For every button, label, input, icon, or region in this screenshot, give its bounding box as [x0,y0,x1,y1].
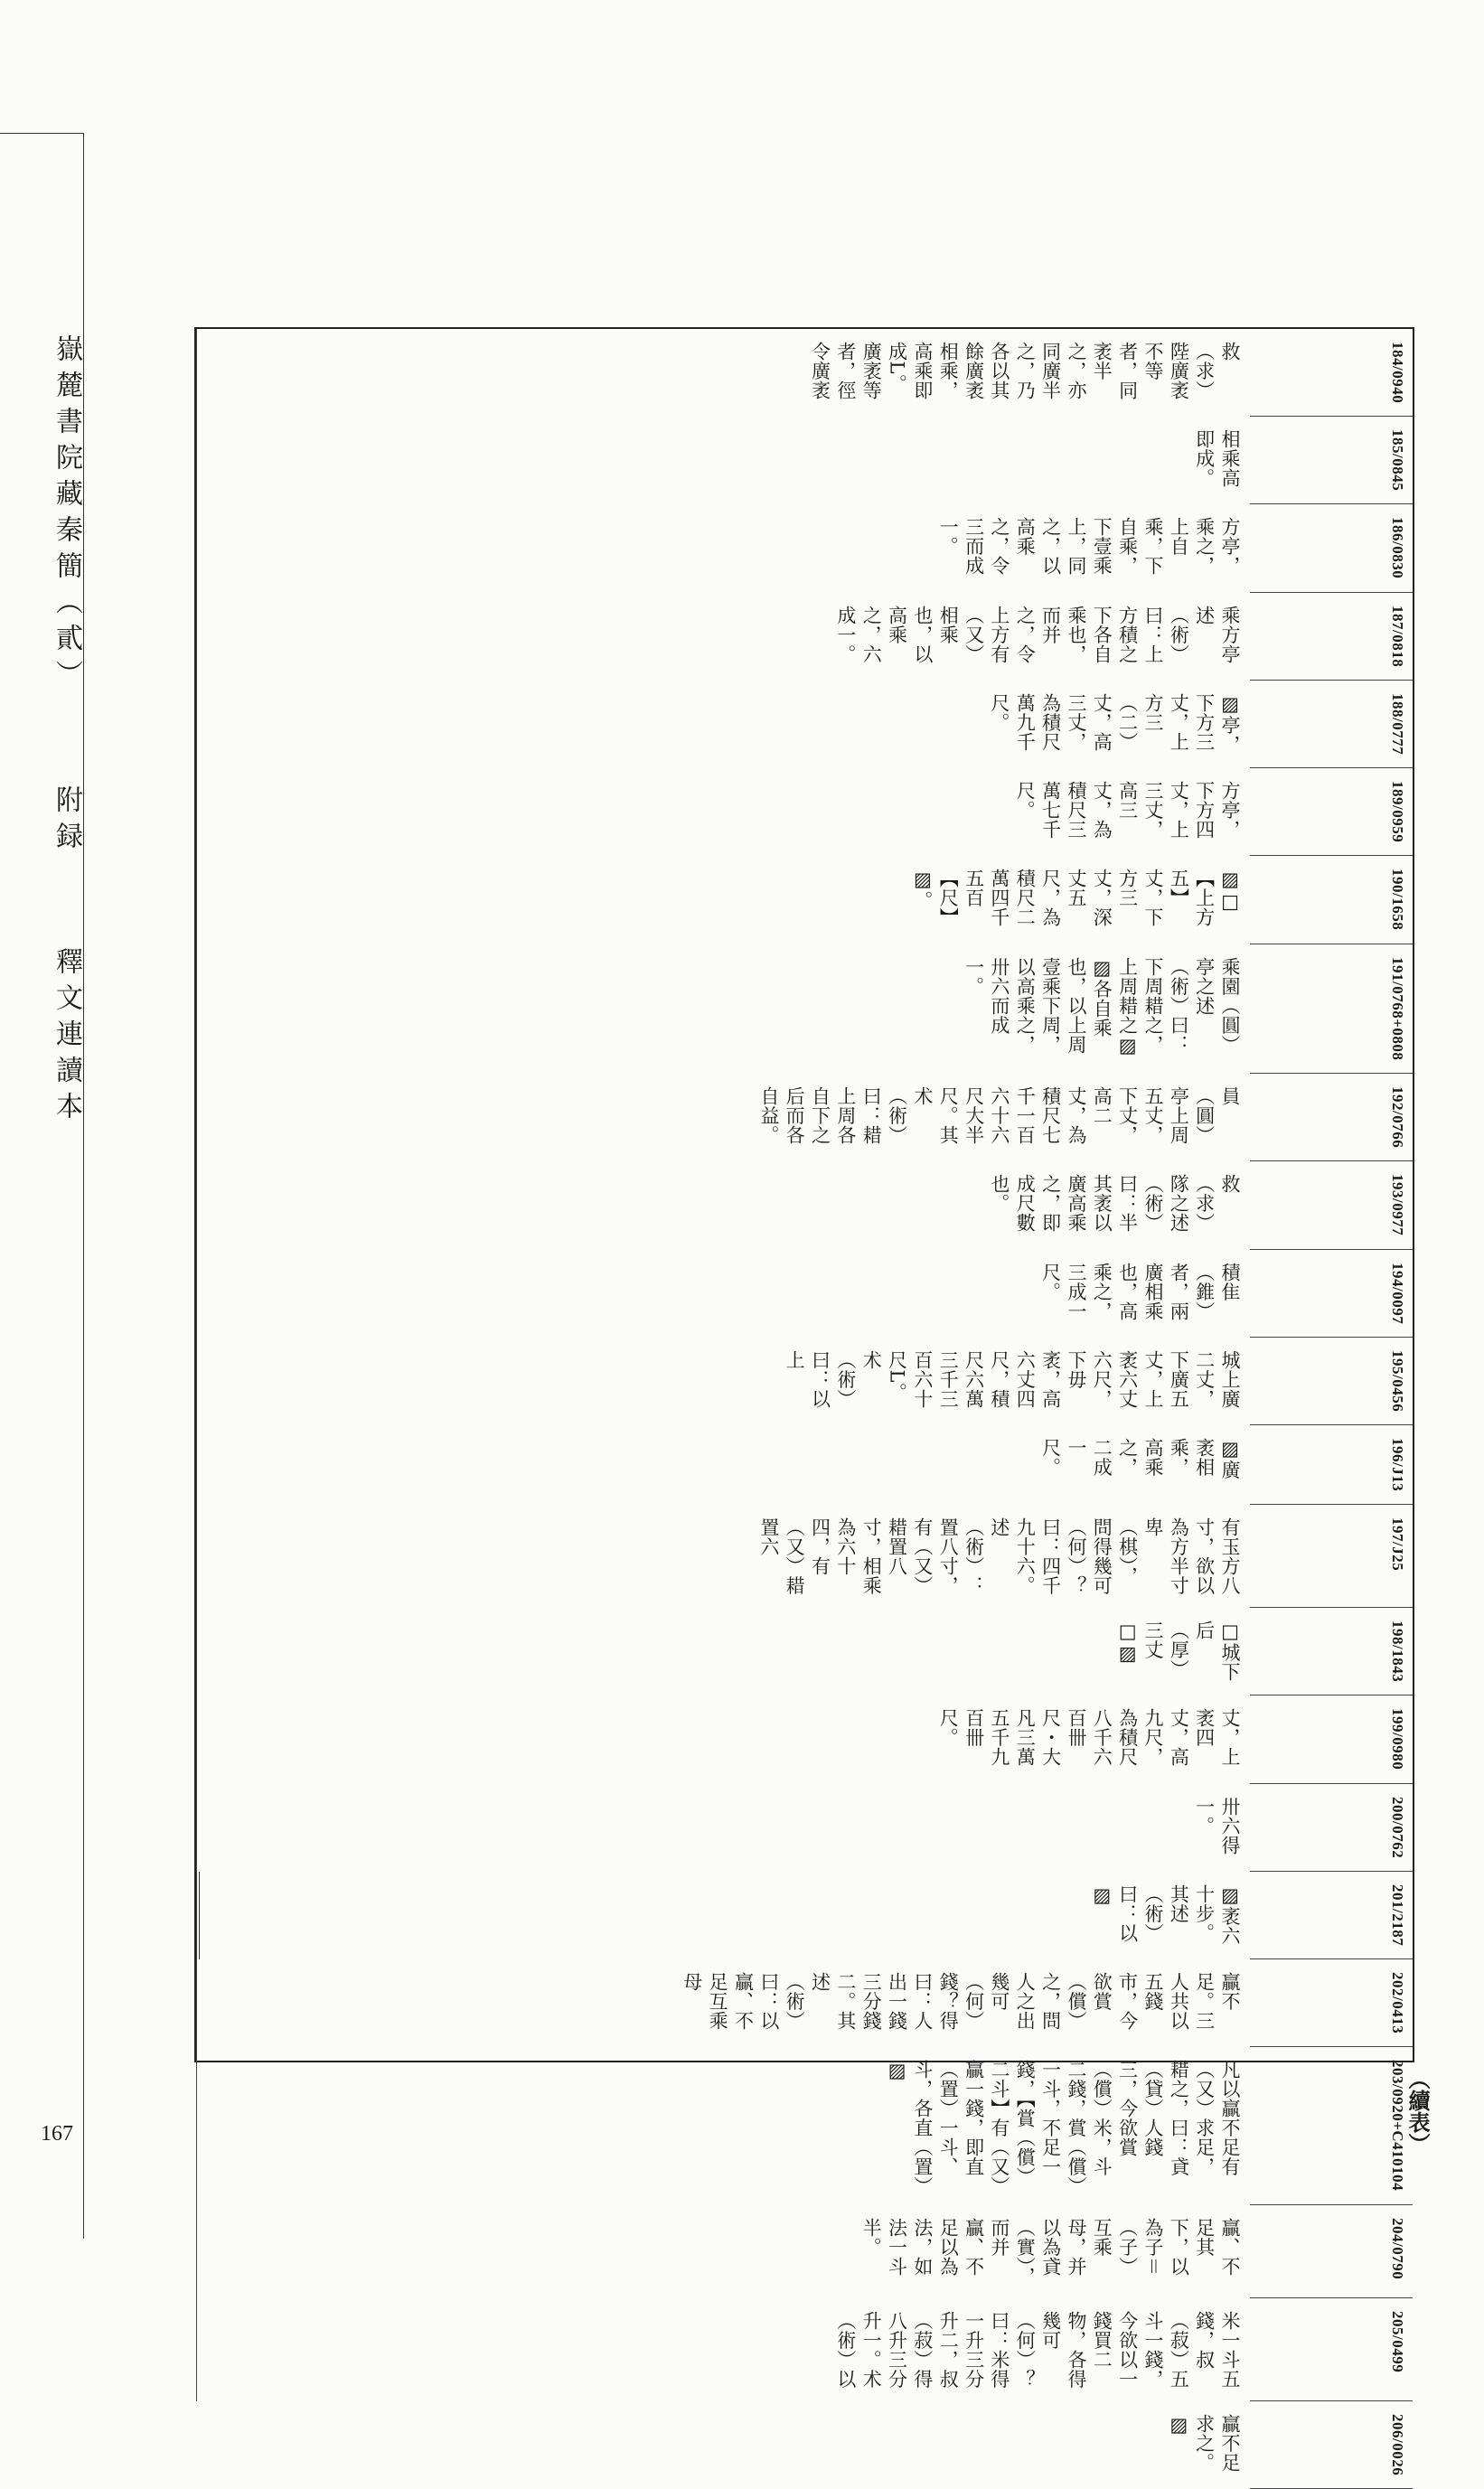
header-rule-horizontal [0,133,83,134]
table-row [196,417,1413,504]
table-row [196,1784,1413,1872]
table-row [196,1959,1413,2047]
slip-text: □城下后（厚）三丈□▨ [1116,1620,1241,1682]
table-row [196,593,1413,681]
slip-text: 米一斗五錢，叔（菽）五斗一錢，今欲以一錢買二物，各得幾可（何）？曰：米得一升三分升二，叔（菽）得八升三分升一。术（術）以 [834,2311,1241,2390]
slip-text: 乘方亭述（術）曰：上方積之下各自乘也，而并之，令上方有（又）相乘也，以高乘之，六成一。 [834,605,1241,664]
transcription-table [194,327,1414,2476]
table-row [196,1338,1413,1425]
table-row [196,944,1413,1074]
table-row [196,2205,1413,2299]
table-row [196,1425,1413,1505]
slip-text: ▨袤六十步。其述（術）曰：以▨ [1091,1883,1241,1946]
running-header [34,334,80,1128]
table-row [196,1161,1413,1249]
transcription-table-body [196,329,1413,2476]
slip-text: ▨□【上方五】丈，下方三丈，深丈五尺，為積尺二萬四千五百【尺】▨。 [911,869,1241,927]
slip-number: 199/0980 [1250,1695,1413,1783]
slip-number: 196/J13 [1250,1425,1413,1505]
table-row [196,2047,1413,2204]
slip-text: 救（求）陛廣袤不等者，同袤半之，亦同廣半之，乃各以其餘廣袤相乘，高乘即成L。廣袤等者，徑令廣袤 [809,342,1241,400]
running-header-title: 嶽麓書院藏秦簡（貳） [51,334,82,696]
page-number: 167 [41,2122,73,2146]
running-header-section: 附録 [51,785,82,859]
slip-number: 198/1843 [1250,1608,1413,1695]
slip-number: 202/0413 [1250,1959,1413,2047]
slip-number: 187/0818 [1250,593,1413,681]
running-header-subtitle: 釋文連讀本 [51,947,82,1129]
table-row [196,329,1413,417]
table-row [196,2401,1413,2489]
table-row [196,856,1413,944]
slip-number: 184/0940 [1250,329,1413,417]
slip-number: 193/0977 [1250,1161,1413,1249]
slip-text: 城上廣二丈，下廣五丈，上袤六丈六尺，下毋袤，高六丈四尺，積尺六萬三千三百六十尺L。术（術）曰：以上 [784,1349,1241,1409]
slip-number: 205/0499 [1250,2298,1413,2401]
slip-number: 200/0762 [1250,1784,1413,1872]
table-row [196,2298,1413,2401]
slip-text: 方亭，下方四丈，上三丈，高三丈，為積尺三萬七千尺。 [1014,781,1241,840]
table-row [196,1695,1413,1783]
slip-number: 188/0777 [1250,681,1413,768]
slip-text: 方亭，乘之，上自乘，下自乘，下壹乘上，同之，以高乘之，令三而成一。 [937,517,1241,576]
slip-text: 乘園（圓）亭之述（術）曰：下周耤之，上周耤之▨ ▨各自乘也，以上周壹乘下周，以高乘之，卅六而成一。 [963,956,1241,1076]
slip-text: 贏、不足其下，以為子＝（子）互乘母，并以為貣（實），而并贏、不足以為法，如法一斗半。 [860,2217,1241,2287]
table-row [196,1872,1413,1959]
slip-text: 凡以贏不足有（又）求足，耤之，曰：貣（貸）人錢三，今欲賞（償）米，斗二錢，賞（償）一斗，不足一錢，【賞（償）二斗】有（又）贏一錢，即直（置）一斗、斗，各直（置）▨ [886,2060,1241,2187]
slip-number: 206/0026 [1250,2401,1413,2489]
slip-number: 201/2187 [1250,1872,1413,1959]
header-rule-vertical [83,133,84,2239]
table-row [196,1608,1413,1695]
table-row [196,768,1413,856]
slip-number: 189/0959 [1250,768,1413,856]
table-row [196,1250,1413,1338]
slip-number: 191/0768+0808 [1250,944,1413,1074]
slip-number: 204/0790 [1250,2205,1413,2299]
slip-number: 194/0097 [1250,1250,1413,1338]
slip-text: 救（求）隊之述（術）曰：半其袤以廣高乘之，即成尺數也。 [988,1174,1241,1233]
slip-number: 203/0920+C410104 [1250,2047,1413,2204]
table-row [196,1505,1413,1608]
slip-text: 贏不足求之。▨ [1168,2414,1241,2473]
slip-text: 有玉方八寸，欲以為方半寸卑（棋），問得幾可（何）？曰：四千九十六。述（術）：置八寸，有（又）耤置八寸，相乘為六十四，有（又）耤置六 [757,1517,1241,1596]
slip-number: 195/0456 [1250,1338,1413,1425]
slip-text: 積隹（錐）者，兩廣相乘也，高乘之，三成一尺。 [1039,1262,1241,1321]
table-row [196,681,1413,768]
slip-text: 員（圓）亭上周五丈，下丈，高二丈，為積尺七千一百六十六尺大半尺。其术（術）曰：耤上周各自下之后而各自益。 [757,1086,1241,1145]
slip-text: ▨廣袤相乘，高乘之，二成一尺。 [1039,1438,1241,1479]
slip-text: ▨亭，下方三丈，上方三（二）丈，高三丈，為積尺萬九千尺。 [988,692,1241,755]
slip-text: 丈，上袤四丈，高九尺，為積尺八千六百卌尺・大凡三萬五千九百卌尺。 [937,1708,1241,1767]
slip-number: 186/0830 [1250,504,1413,592]
slip-number: 192/0766 [1250,1074,1413,1161]
slip-number: 197/J25 [1250,1505,1413,1608]
slip-number: 185/0845 [1250,417,1413,504]
table-row [196,504,1413,592]
slip-number: 190/1658 [1250,856,1413,944]
slip-text: 卅六得一。 [1193,1796,1241,1855]
slip-text: 相乘高即成。 [1193,429,1241,488]
continued-table-note: （續表） [1404,2068,1431,2155]
slip-text: 贏不足。三人共以五錢市，今欲賞（償）之，問人之出幾可（何）錢？得曰：人出一錢三分錢二。其述（術）曰：以贏、不足互乘母 [681,1972,1241,2031]
table-row [196,1074,1413,1161]
